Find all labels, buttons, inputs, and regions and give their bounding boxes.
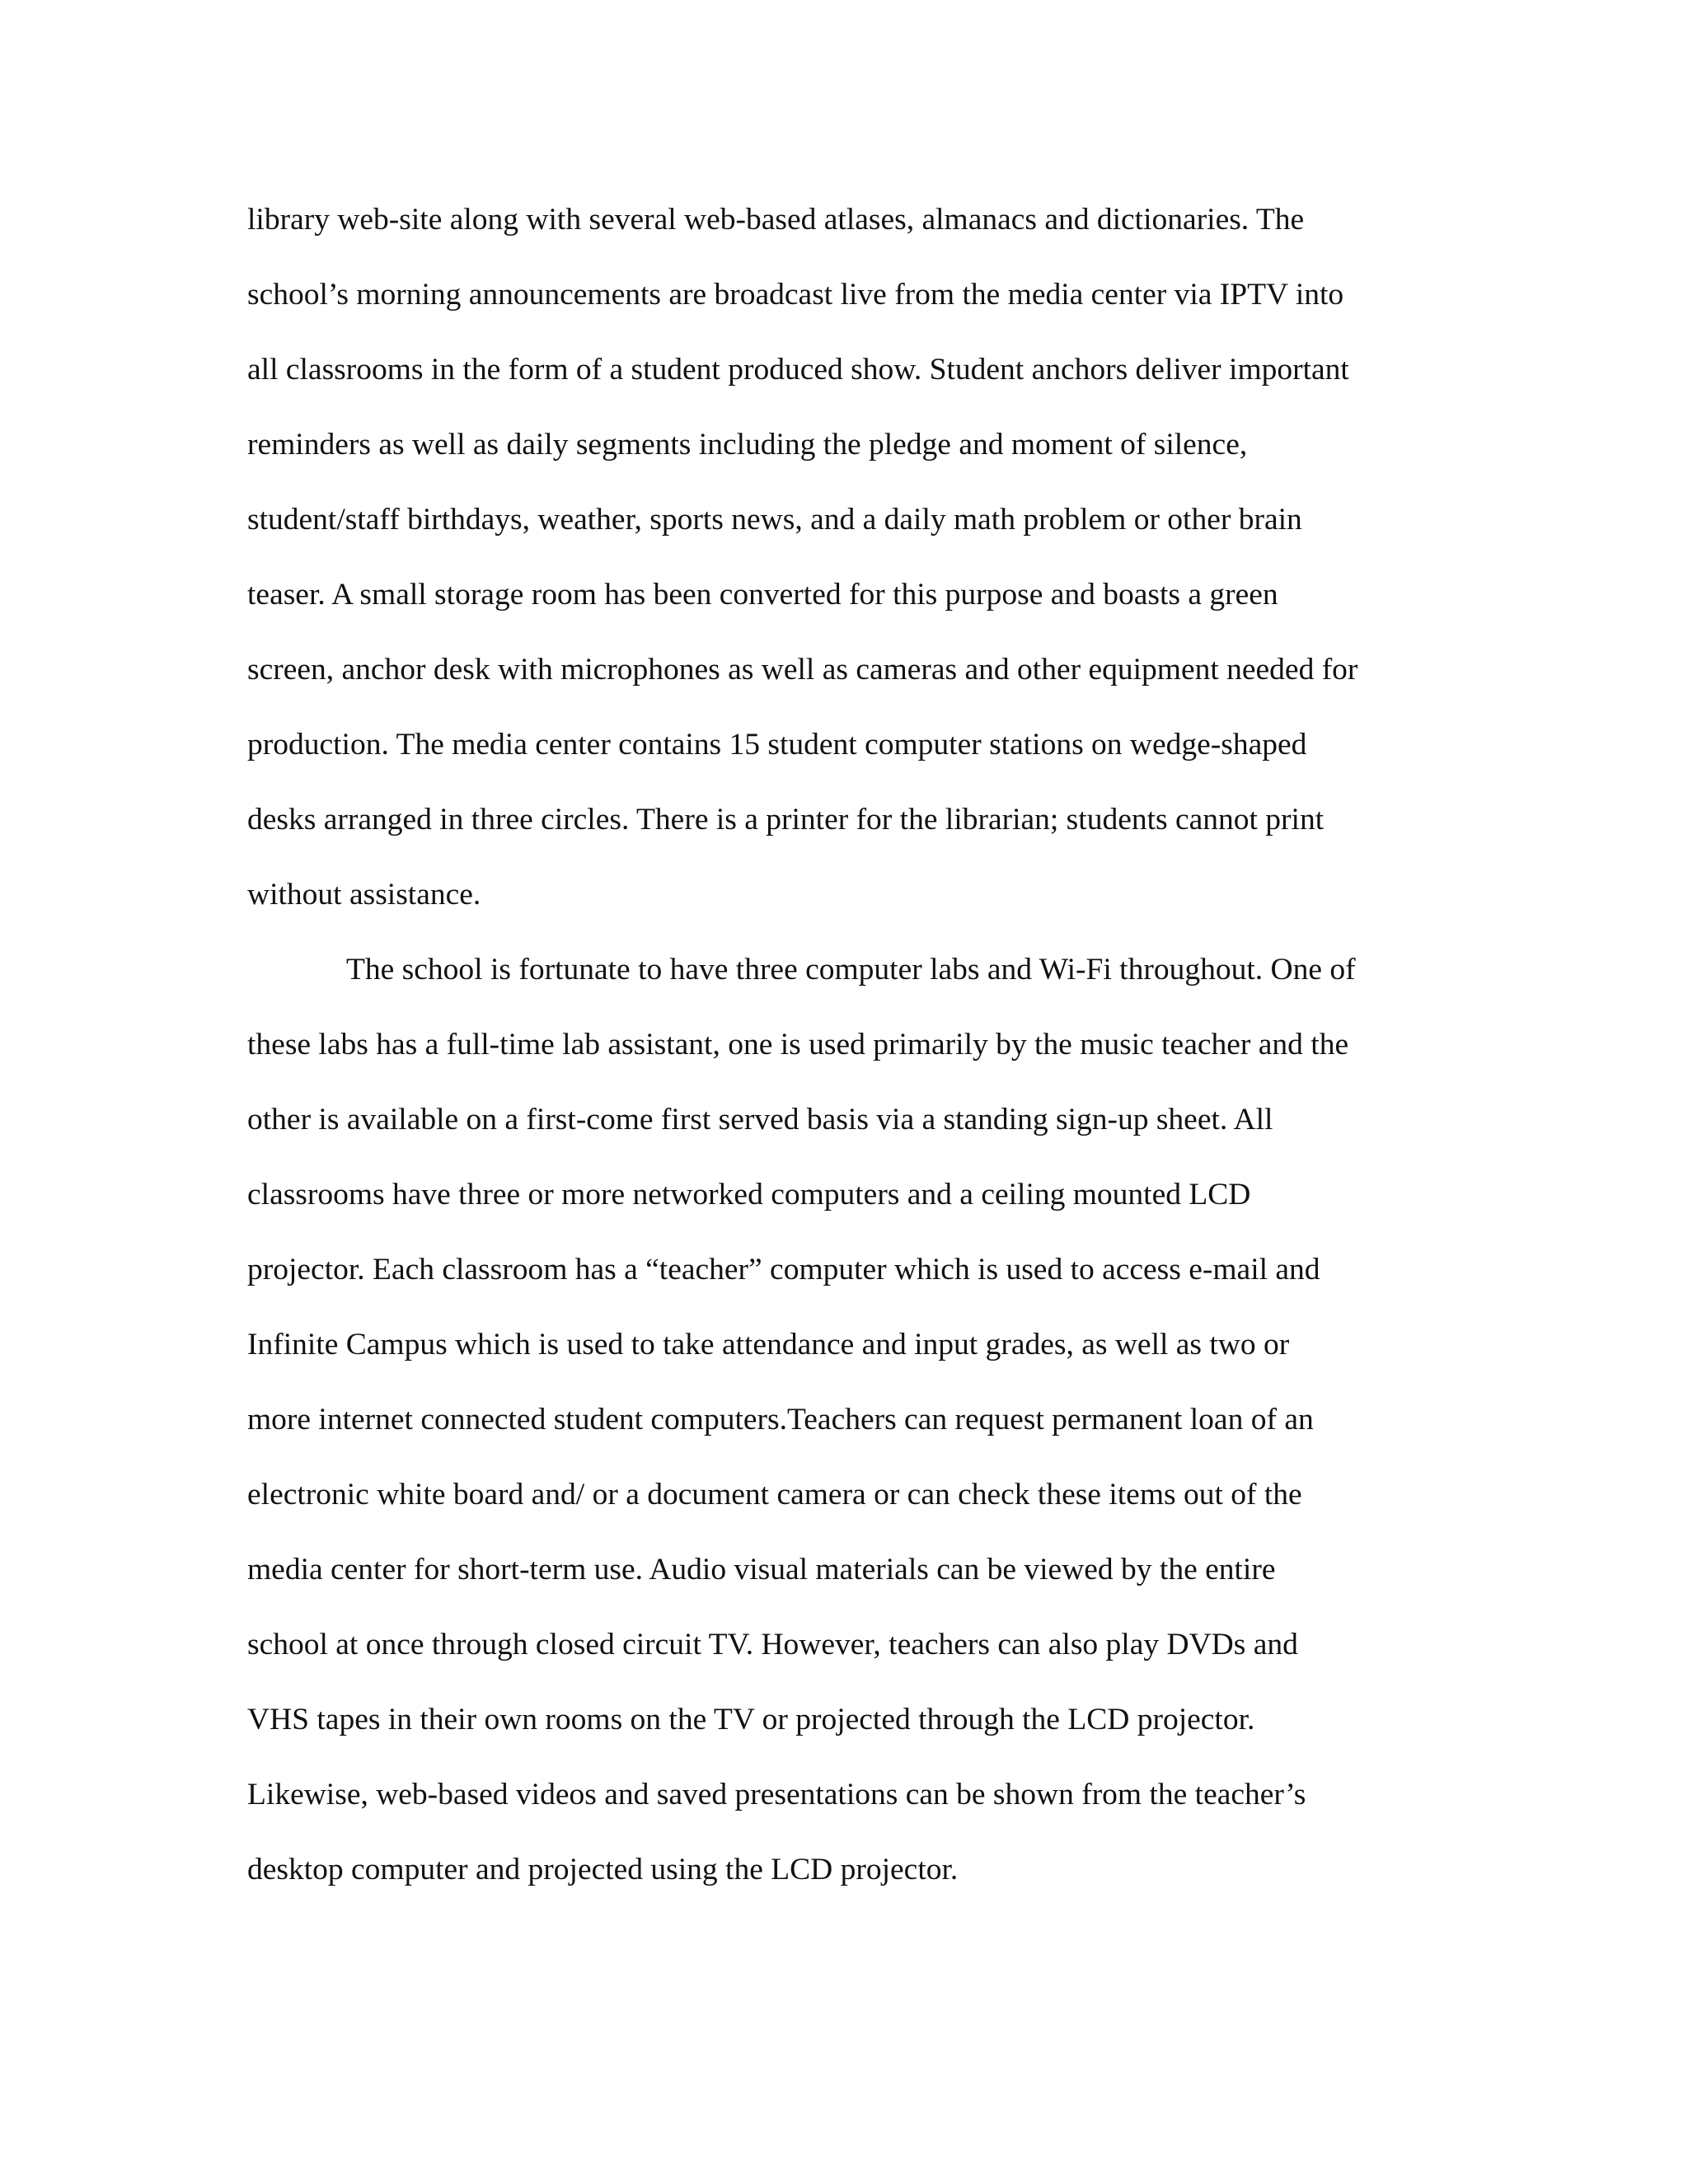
text-line: school’s morning announcements are broadcast live from the media center via IPTV into <box>247 278 1344 312</box>
text-line: desks arranged in three circles. There is a printer for the librarian; students cannot print <box>247 803 1325 837</box>
text-line: student/staff birthdays, weather, sports news, and a daily math problem or other brain <box>247 503 1302 537</box>
text-line: electronic white board and/ or a document camera or can check these items out of the <box>247 1478 1302 1511</box>
text-line: more internet connected student computers.Teachers can request permanent loan of an <box>247 1403 1314 1436</box>
text-line: school at once through closed circuit TV. However, teachers can also play DVDs and <box>247 1628 1298 1661</box>
text-line: Likewise, web-based videos and saved presentations can be shown from the teacher’s <box>247 1778 1306 1811</box>
text-line: reminders as well as daily segments including the pledge and moment of silence, <box>247 428 1248 462</box>
text-line: screen, anchor desk with microphones as well as cameras and other equipment needed for <box>247 653 1358 687</box>
text-line: Infinite Campus which is used to take attendance and input grades, as well as two or <box>247 1328 1290 1361</box>
text-line: classrooms have three or more networked computers and a ceiling mounted LCD <box>247 1178 1251 1212</box>
text-line: production. The media center contains 15 student computer stations on wedge-shaped <box>247 728 1307 762</box>
text-line: VHS tapes in their own rooms on the TV or projected through the LCD projector. <box>247 1703 1255 1736</box>
text-line: desktop computer and projected using the LCD projector. <box>247 1853 959 1886</box>
paragraph-first-line: The school is fortunate to have three computer labs and Wi-Fi throughout. One of <box>346 953 1356 987</box>
text-line: library web-site along with several web-based atlases, almanacs and dictionaries. The <box>247 203 1305 237</box>
text-line: other is available on a first-come first served basis via a standing sign-up sheet. All <box>247 1103 1273 1137</box>
text-line: projector. Each classroom has a “teacher” computer which is used to access e-mail and <box>247 1253 1320 1286</box>
text-line: media center for short-term use. Audio visual materials can be viewed by the entire <box>247 1553 1276 1586</box>
text-line: all classrooms in the form of a student produced show. Student anchors deliver important <box>247 353 1349 387</box>
text-line: these labs has a full-time lab assistant, one is used primarily by the music teacher and the <box>247 1028 1349 1062</box>
text-line: teaser. A small storage room has been converted for this purpose and boasts a green <box>247 578 1278 612</box>
text-line: without assistance. <box>247 878 481 912</box>
